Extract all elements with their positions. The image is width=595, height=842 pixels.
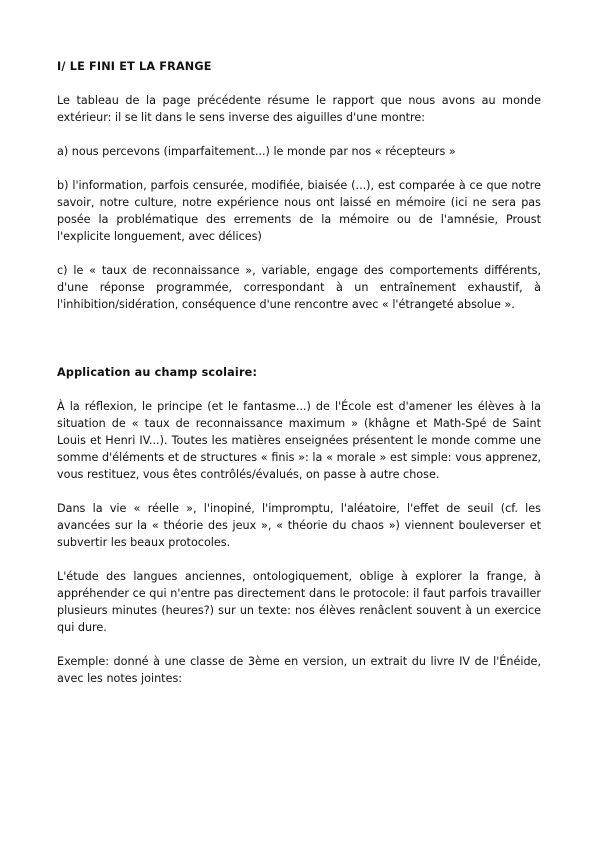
section-title: I/ LE FINI ET LA FRANGE <box>57 60 212 73</box>
application-title: Application au champ scolaire: <box>57 366 258 379</box>
intro-paragraph: Le tableau de la page précédente résume le rapport que nous avons au monde extérieur: il se lit dans le sens inverse des aiguilles d'une montre: <box>57 94 541 124</box>
page-content <box>57 58 541 704</box>
application-paragraph: Exemple: donné à une classe de 3ème en version, un extrait du livre IV de l'Énéide, avec les notes jointes: <box>57 655 541 685</box>
section-spacer <box>57 330 541 364</box>
application-paragraph: À la réflexion, le principe (et le fantasme...) de l'École est d'amener les élèves à la situation de « taux de reconnaissance maximum » (khâgne et Math-Spé de Saint Louis et Henri IV...). Toutes les matières enseignées présentent le monde comme une somme d'éléments et de structures « finis »: la « morale » est simple: vous apprenez, vous restituez, vous êtes contrôlés/évalués, on passe à autre chose. <box>57 400 541 481</box>
point-a-paragraph: a) nous percevons (imparfaitement...) le monde par nos « récepteurs » <box>57 145 456 158</box>
point-c-paragraph: c) le « taux de reconnaissance », variable, engage des comportements différents, d'une réponse programmée, correspondant à un entraînement exhaustif, à l'inhibition/sidération, conséquence d'une rencontre avec « l'étrangeté absolue ». <box>57 264 541 311</box>
point-b-paragraph: b) l'information, parfois censurée, modifiée, biaisée (...), est comparée à ce que notre savoir, notre culture, notre expérience nous ont laissé en mémoire (ici ne sera pas posée la problématique des errements de la mémoire ou de l'amnésie, Proust l'explicite longuement, avec délices) <box>57 179 541 243</box>
application-paragraph: Dans la vie « réelle », l'inopiné, l'impromptu, l'aléatoire, l'effet de seuil (cf. les avancées sur la « théorie des jeux », « théorie du chaos ») viennent bouleverser et subvertir les beaux protocoles. <box>57 502 541 549</box>
application-paragraph: L'étude des langues anciennes, ontologiquement, oblige à explorer la frange, à appréhender ce qui n'entre pas directement dans le protocole: il faut parfois travailler plusieurs minutes (heures?) sur un texte: nos élèves renâclent souvent à un exercice qui dure. <box>57 570 541 634</box>
